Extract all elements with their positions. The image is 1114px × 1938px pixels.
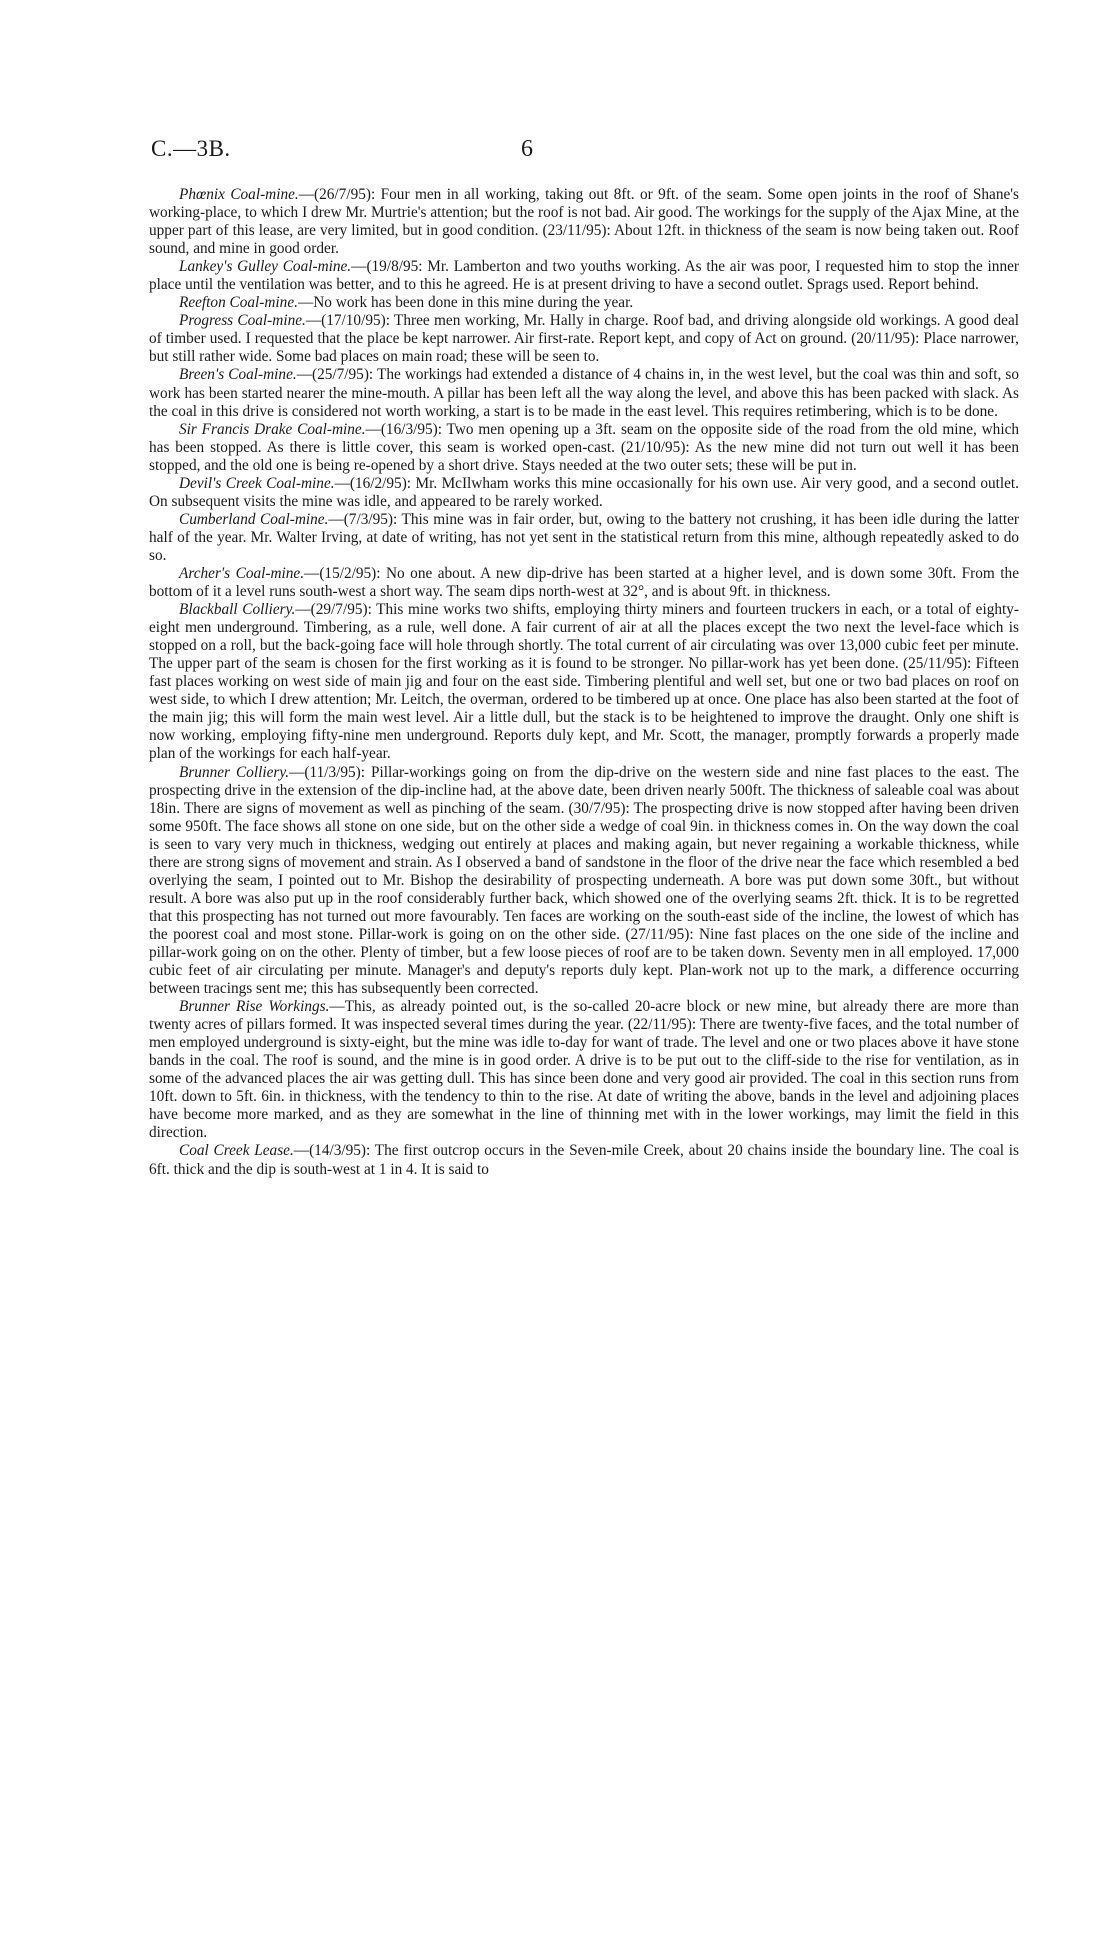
paragraph-phoenix-coal-mine [149, 186, 1019, 258]
paragraph-text: —(29/7/95): This mine works two shifts, employing thirty miners and fourteen truckers in each, or a total of eighty-eight men underground. Timbering, as a rule, well done. A fair current of air at all the places except the two next the level-face which is stopped on a roll, but the back-going face will hole through shortly. The total current of air circulating was over 13,000 cubic feet per minute. The upper part of the seam is chosen for the first working as it is found to be stronger. No pillar-work has yet been done. (25/11/95): Fifteen fast places working on west side of main jig and four on the east side. Timbering plentiful and well set, but one or two bad places on roof on west side, to which I drew attention; Mr. Leitch, the overman, ordered to be timbered up at once. One place has also been started at the foot of the main jig; this will form the main west level. Air a little dull, but the stack is to be heightened to improve the draught. Only one shift is now working, employing fifty-nine men underground. Reports duly kept, and Mr. Scott, the manager, promptly forwards a properly made plan of the workings for each half-year. [149, 601, 1019, 763]
paragraph-text: —(17/10/95): Three men working, Mr. Hally in charge. Roof bad, and driving alongside old workings. A good deal of timber used. I requested that the place be kept narrower. Air first-rate. Report kept, and copy of Act on ground. (20/11/95): Place narrower, but still rather wide. Some bad places on main road; these will be seen to. [149, 312, 1019, 366]
paragraph-brunner-colliery [149, 764, 1019, 999]
mine-title: Progress Coal-mine. [179, 312, 306, 330]
paragraph-sir-francis-drake-coal-mine [149, 421, 1019, 475]
document-reference: C.—3B. [151, 136, 231, 161]
paragraph-text: —(7/3/95): This mine was in fair order, but, owing to the battery not crushing, it has been idle during the latter half of the year. Mr. Walter Irving, at date of writing, has not yet sent in the statistical return from this mine, although repeatedly asked to do so. [149, 510, 1019, 564]
report-body [149, 186, 1019, 1179]
paragraph-lankeys-gulley-coal-mine [149, 258, 1019, 294]
paragraph-text: —This, as already pointed out, is the so-called 20-acre block or new mine, but already there are more than twenty acres of pillars formed. It was inspected several times during the year. (22/11/95): There are twenty-five faces, and the total number of men employed underground is sixty-eight, but the mine was idle to-day for want of trade. The level and one or two places above it have stone bands in the coal. The roof is sound, and the mine is in good order. A drive is to be put out to the cliff-side to the rise for ventilation, as in some of the advanced places the air was getting dull. This has since been done and very good air provided. The coal in this section runs from 10ft. down to 5ft. 6in. in thickness, with the tendency to thin to the rise. At date of writing the above, bands in the level and adjoining places have become more marked, and as they are somewhat in the line of thinning met with in the lower workings, may limit the field in this direction. [149, 998, 1019, 1142]
page-header [151, 136, 1007, 166]
paragraph-brunner-rise-workings [149, 998, 1019, 1142]
paragraph-text: —(26/7/95): Four men in all working, taking out 8ft. or 9ft. of the seam. Some open joints in the roof of Shane's working-place, to which I drew Mr. Murtrie's attention; but the roof is not bad. Air good. The workings for the supply of the Ajax Mine, at the upper part of this lease, are very limited, but in good condition. (23/11/95): About 12ft. in thickness of the seam is now being taken out. Roof sound, and mine in good order. [149, 186, 1019, 258]
mine-title: Brunner Rise Workings. [179, 998, 330, 1016]
paragraph-reefton-coal-mine [149, 294, 1019, 312]
mine-title: Sir Francis Drake Coal-mine. [179, 420, 366, 438]
paragraph-coal-creek-lease [149, 1142, 1019, 1178]
paragraph-text: —(14/3/95): The first outcrop occurs in the Seven-mile Creek, about 20 chains inside the boundary line. The coal is 6ft. thick and the dip is south-west at 1 in 4. It is said to [149, 1142, 1019, 1178]
mine-title: Lankey's Gulley Coal-mine. [179, 258, 352, 276]
paragraph-text: —(19/8/95: Mr. Lamberton and two youths working. As the air was poor, I requested him to stop the inner place until the ventilation was better, and to this he agreed. He is at present driving to have a second outlet. Sprags used. Report behind. [149, 258, 1019, 294]
paragraph-progress-coal-mine [149, 312, 1019, 366]
paragraph-text: —(11/3/95): Pillar-workings going on from the dip-drive on the western side and nine fast places to the east. The prospecting drive in the extension of the dip-incline had, at the above date, been driven nearly 500ft. The thickness of saleable coal was about 18in. There are signs of movement as well as pinching of the seam. (30/7/95): The prospecting drive is now stopped after having been driven some 950ft. The face shows all stone on one side, but on the other side a wedge of coal 9in. in thickness comes in. On the way down the coal is seen to vary very much in thickness, wedging out entirely at places and making again, but never regaining a workable thickness, while there are strong signs of movement and strain. As I observed a band of sandstone in the floor of the drive near the face which resembled a bed overlying the seam, I pointed out to Mr. Bishop the desirability of prospecting underneath. A bore was put down some 30ft., but without result. A bore was also put up in the roof considerably further back, which showed one of the overlying seams 2ft. thick. It is to be regretted that this prospecting has not turned out more favourably. Ten faces are working on the south-east side of the incline, the lowest of which has the poorest coal and most stone. Pillar-work is going on on the other side. (27/11/95): Nine fast places on the one side of the incline and pillar-work going on on the other. Plenty of timber, but a few loose pieces of roof are to be taken down. Seventy men in all employed. 17,000 cubic feet of air circulating per minute. Manager's and deputy's reports duly kept. Plan-work not up to the mark, a difference occurring between tracings sent me; this has subsequently been corrected. [149, 763, 1019, 998]
mine-title: Coal Creek Lease. [179, 1142, 294, 1160]
page-number: 6 [521, 136, 533, 162]
paragraph-text: —(15/2/95): No one about. A new dip-drive has been started at a higher level, and is down some 30ft. From the bottom of it a level runs south-west a short way. The seam dips north-west at 32°, and is about 9ft. in thickness. [149, 564, 1019, 601]
paragraph-cumberland-coal-mine [149, 511, 1019, 565]
mine-title: Blackball Colliery. [179, 601, 296, 619]
mine-title: Devil's Creek Coal-mine. [179, 474, 335, 492]
paragraph-breens-coal-mine [149, 366, 1019, 420]
mine-title: Breen's Coal-mine. [179, 366, 297, 384]
mine-title: Phœnix Coal-mine. [179, 186, 299, 203]
paragraph-blackball-colliery [149, 601, 1019, 763]
mine-title: Brunner Colliery. [179, 763, 290, 781]
paragraph-text: —No work has been done in this mine during the year. [297, 294, 634, 312]
paragraph-archers-coal-mine [149, 565, 1019, 601]
mine-title: Cumberland Coal-mine. [179, 510, 329, 528]
mine-title: Archer's Coal-mine. [179, 564, 305, 582]
paragraph-text: —(16/2/95): Mr. McIlwham works this mine occasionally for his own use. Air very good, and a second outlet. On subsequent visits the mine was idle, and appeared to be rarely worked. [149, 474, 1019, 510]
paragraph-devils-creek-coal-mine [149, 475, 1019, 511]
paragraph-text: —(25/7/95): The workings had extended a distance of 4 chains in, in the west level, but the coal was thin and soft, so work has been started nearer the mine-mouth. A pillar has been left all the way along the level, and above this has been packed with slack. As the coal in this drive is considered not worth working, a start is to be made in the east level. This requires retimbering, which is to be done. [149, 366, 1019, 420]
mine-title: Reefton Coal-mine. [179, 294, 298, 312]
paragraph-text: —(16/3/95): Two men opening up a 3ft. seam on the opposite side of the road from the old mine, which has been stopped. As there is little cover, this seam is worked open-cast. (21/10/95): As the new mine did not turn out well it has been stopped, and the old one is being re-opened by a short drive. Stays needed at the two outer sets; these will be put in. [149, 420, 1020, 474]
